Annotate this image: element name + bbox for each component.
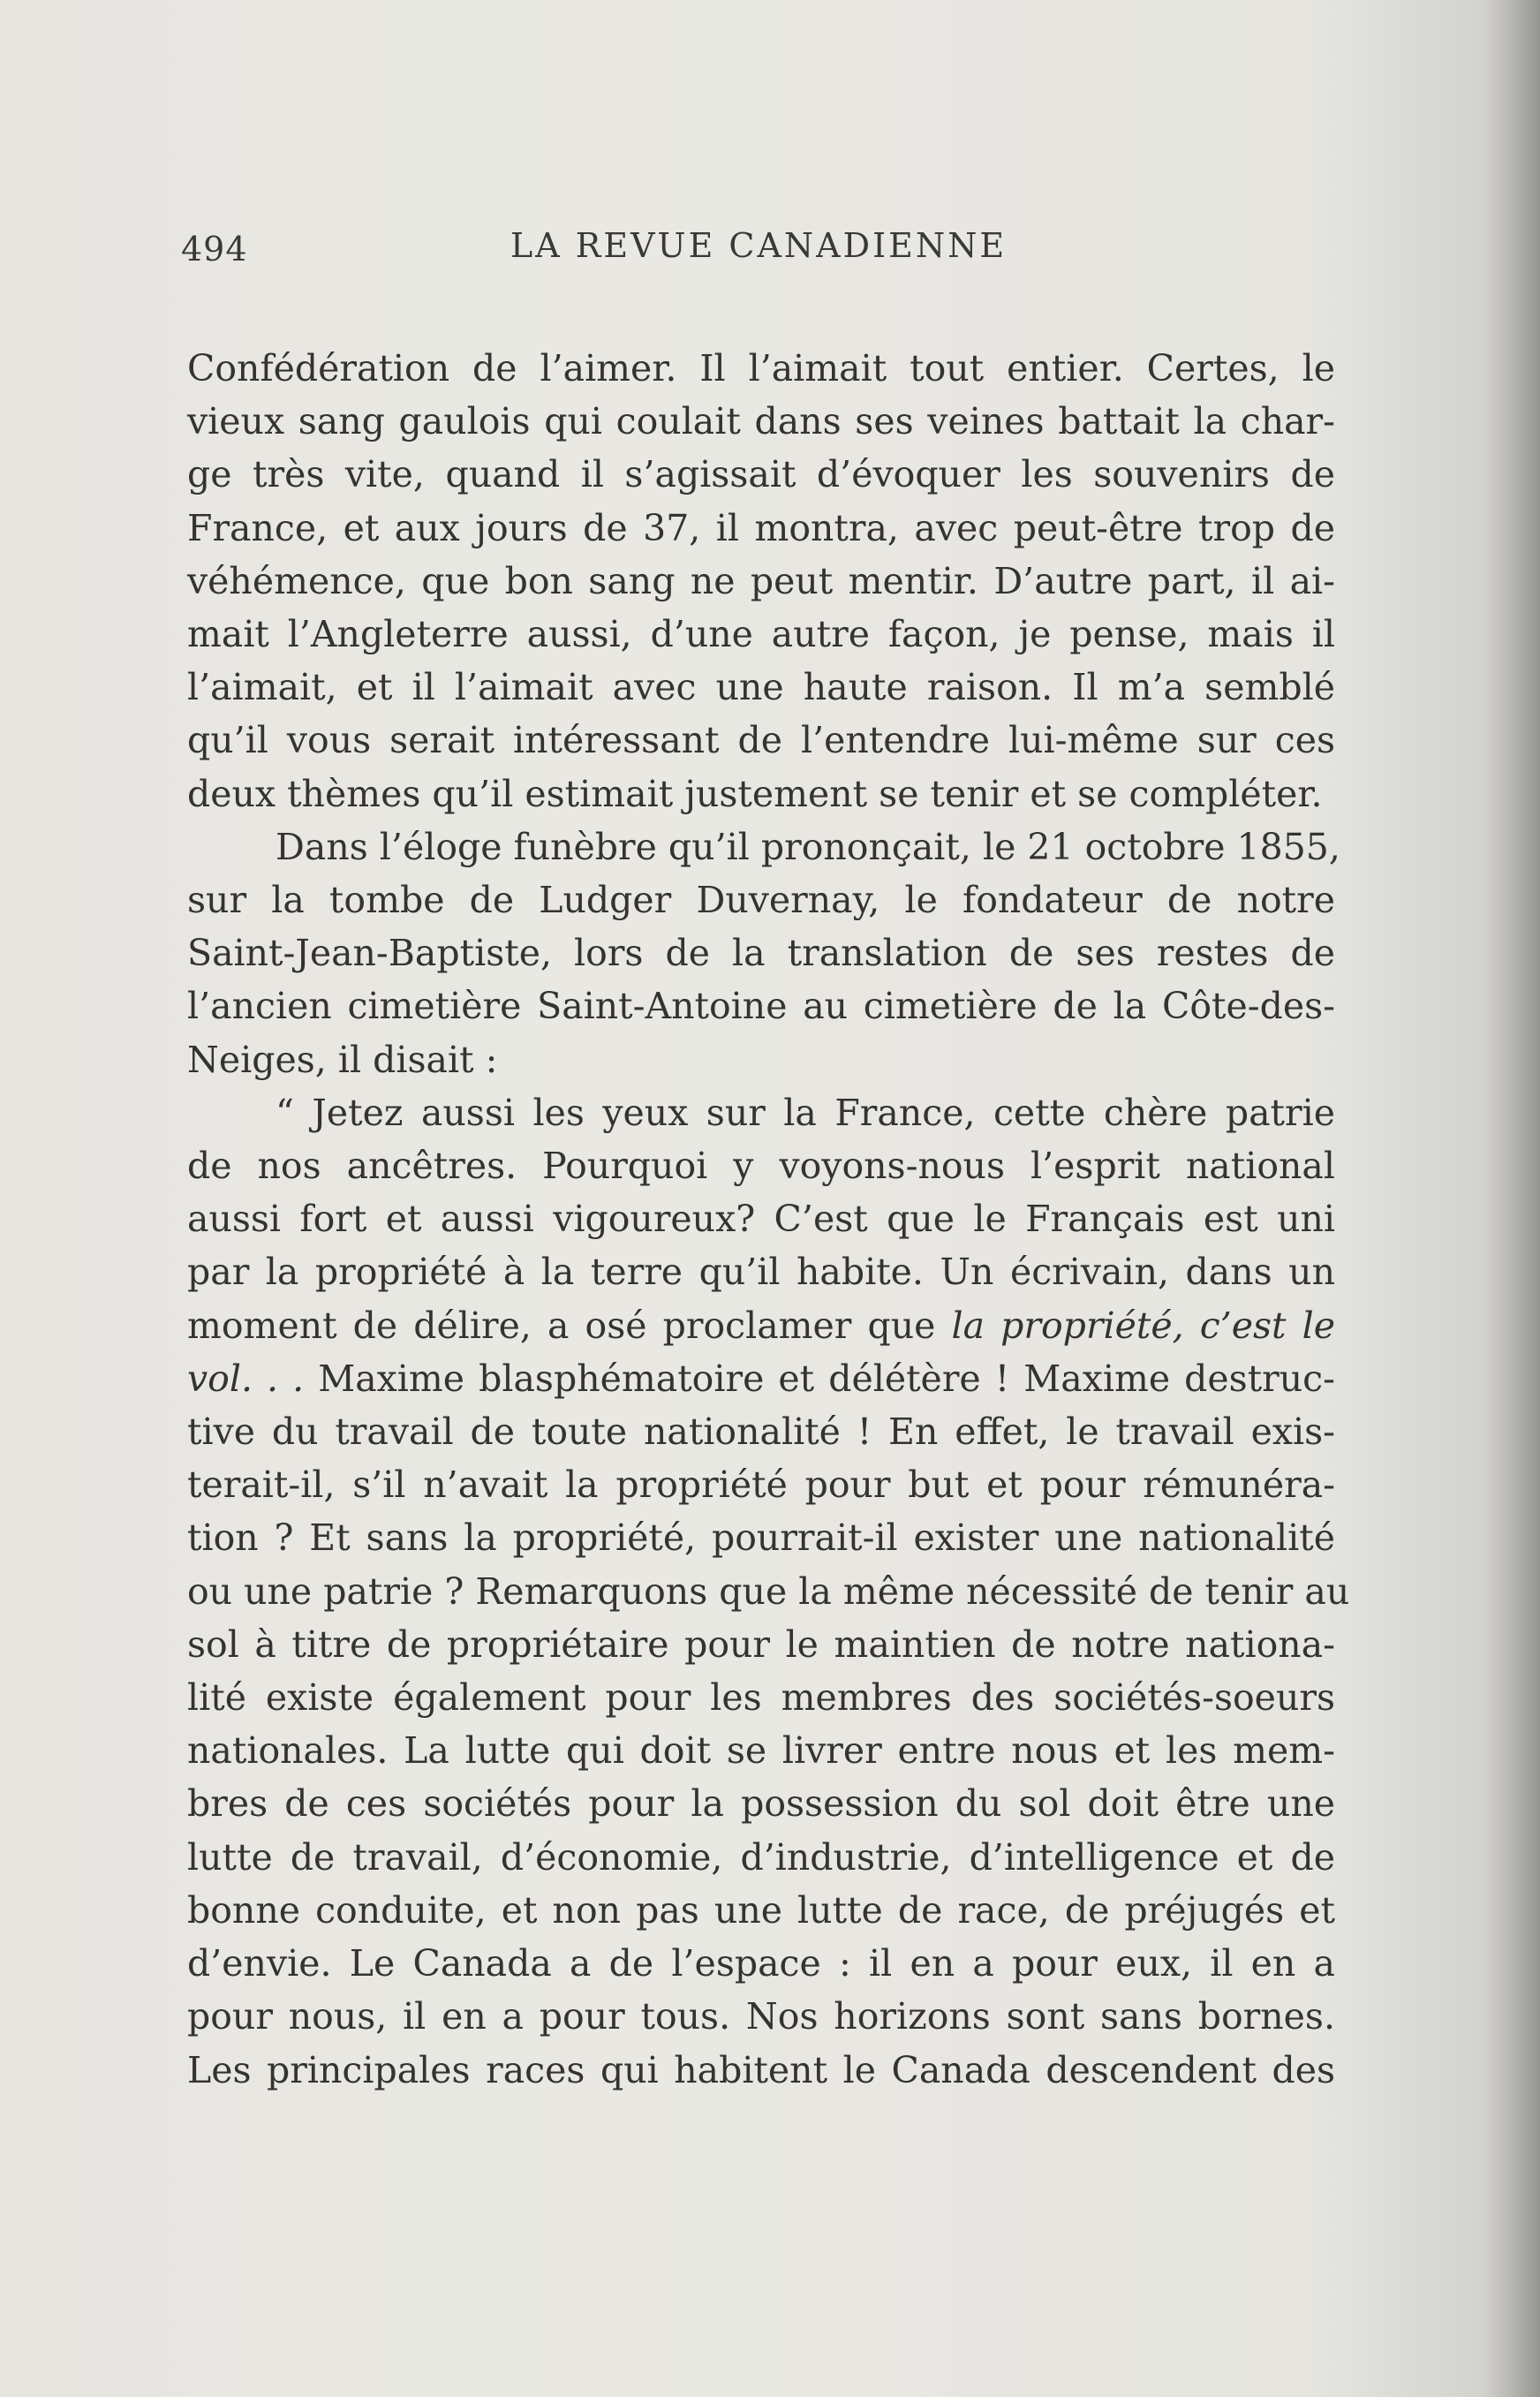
text-line: “ Jetez aussi les yeux sur la France, cette chère patrie [276,1091,1335,1134]
text-line: mait l’Angleterre aussi, d’une autre façon, je pense, mais il [187,613,1335,656]
text-line: qu’il vous serait intéressant de l’entendre lui-même sur ces [187,719,1335,762]
text-line: terait-il, s’il n’avait la propriété pour but et pour rémunéra- [187,1463,1335,1507]
text-line: deux thèmes qu’il estimait justement se tenir et se compléter. [187,772,1323,815]
text-line: l’aimait, et il l’aimait avec une haute raison. Il m’a semblé [187,666,1335,709]
running-title: LA REVUE CANADIENNE [510,226,1008,265]
text-line: lutte de travail, d’économie, d’industrie, d’intelligence et de [187,1835,1335,1879]
running-header [0,226,1540,279]
text-line: France, et aux jours de 37, il montra, avec peut-être trop de [187,506,1335,549]
text-line: de nos ancêtres. Pourquoi y voyons-nous l’esprit national [187,1145,1335,1188]
text-line: ge très vite, quand il s’agissait d’évoquer les souvenirs de [187,453,1335,496]
page-number: 494 [181,230,248,268]
text-line: sur la tombe de Ludger Duvernay, le fondateur de notre [187,879,1335,922]
text-line: bonne conduite, et non pas une lutte de race, de préjugés et [187,1888,1335,1932]
text-line: Dans l’éloge funèbre qu’il prononçait, le 21 octobre 1855, [276,825,1340,868]
text-line [187,1299,1335,1352]
text-run: Maxime blasphématoire et délétère ! Maxime destruc- [304,1357,1335,1400]
italic-quote: vol. . . [187,1357,305,1400]
text-line: d’envie. Le Canada a de l’espace : il en a pour eux, il en a [187,1942,1335,1985]
italic-quote: la propriété, c’est le [951,1304,1335,1347]
text-line: Saint-Jean-Baptiste, lors de la translation de ses restes de [187,932,1335,975]
text-line: Neiges, il disait : [187,1038,498,1081]
text-line: Confédération de l’aimer. Il l’aimait tout entier. Certes, le [187,347,1335,389]
text-line: ou une patrie ? Remarquons que la même nécessité de tenir au [187,1569,1350,1613]
text-line: vieux sang gaulois qui coulait dans ses veines battait la char- [187,400,1335,443]
text-line: tive du travail de toute nationalité ! En effet, le travail exis- [187,1410,1335,1454]
text-run: moment de délire, a osé proclamer que [187,1304,952,1347]
text-line: sol à titre de propriétaire pour le maintien de notre nationa- [187,1622,1335,1666]
text-line [187,1352,1335,1405]
page-gutter-shadow [1485,0,1540,2397]
text-line: l’ancien cimetière Saint-Antoine au cimetière de la Côte-des- [187,985,1335,1028]
text-line: pour nous, il en a pour tous. Nos horizons sont sans bornes. [187,1995,1335,2038]
text-line: aussi fort et aussi vigoureux? C’est que le Français est uni [187,1198,1335,1241]
body-text [187,342,1350,2097]
text-line: Les principales races qui habitent le Canada descendent des [187,2048,1335,2091]
text-line: par la propriété à la terre qu’il habite. Un écrivain, dans un [187,1251,1335,1294]
text-line: véhémence, que bon sang ne peut mentir. D’autre part, il ai- [187,559,1335,602]
text-line: nationales. La lutte qui doit se livrer entre nous et les mem- [187,1729,1335,1773]
text-line: tion ? Et sans la propriété, pourrait-il exister une nationalité [187,1516,1335,1560]
text-line: bres de ces sociétés pour la possession du sol doit être une [187,1782,1335,1826]
text-line: lité existe également pour les membres des sociétés-soeurs [187,1676,1335,1720]
